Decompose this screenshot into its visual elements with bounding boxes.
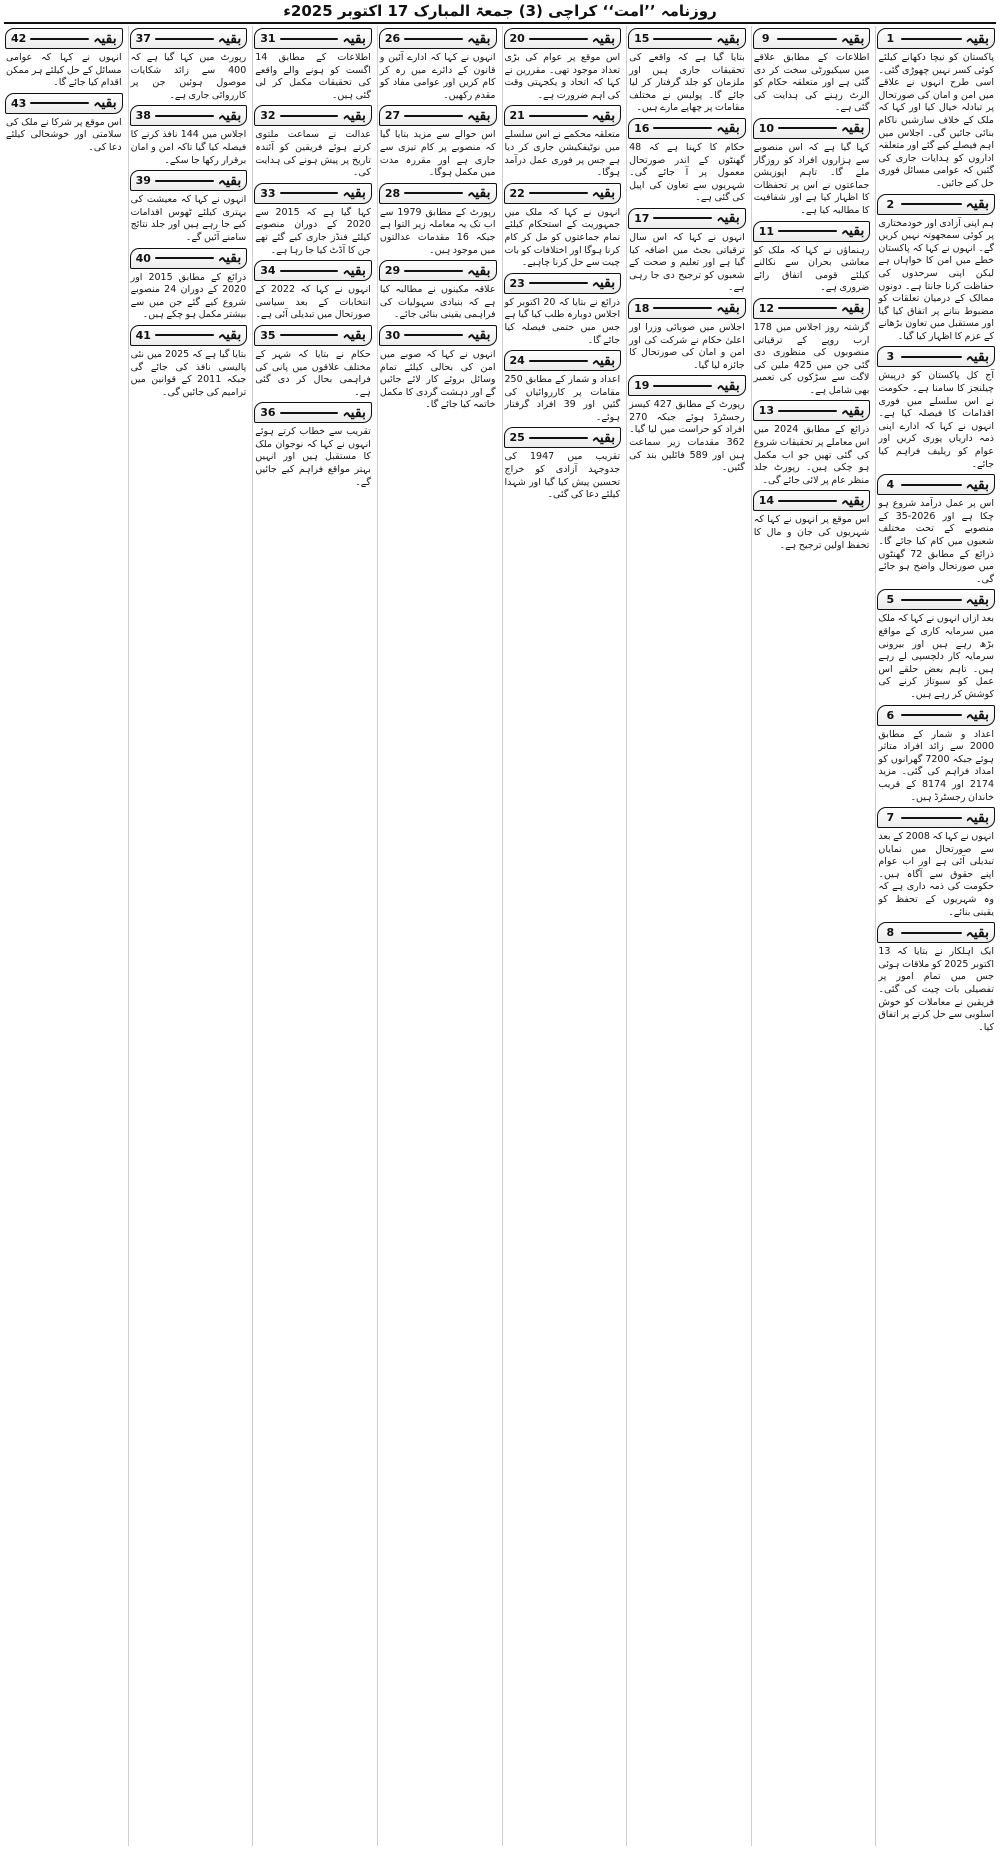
calligraphy-swash-icon [404,38,463,40]
continuation-item [876,807,996,919]
continuation-heading [254,402,372,423]
continuation-number: 37 [135,32,151,45]
continuation-number: 2 [886,197,895,211]
column-8 [4,26,124,1846]
continuation-number: 14 [758,494,775,508]
continuation-heading [130,28,248,49]
calligraphy-swash-icon [901,932,961,934]
continuation-number: 18 [634,301,650,315]
continuation-body-text: اجلاس میں 144 نافذ کرنے کا فیصلہ کیا گیا تاکہ امن و امان برقرار رکھا جا سکے۔ [130,129,247,166]
continuation-item [129,325,249,399]
column-2 [751,26,872,1846]
continuation-heading [753,118,871,139]
continuation-body-text: رہنماؤں نے کہا کہ ملک کو معاشی بحران سے نکالنے کیلئے قومی اتفاق رائے ضروری ہے۔ [753,244,870,294]
continuation-heading-word: بقیہ [217,250,242,267]
continuation-body-text: اس پر عمل درآمد شروع ہو چکا ہے اور 2026-35 کے منصوبے کے تحت مختلف شعبوں میں کام کیا جائے گا۔ ذرائع کے مطابق 72 گھنٹوں میں صورتحال واضح ہو جائے گی۔ [878,498,995,585]
continuation-body-text: انہوں نے کہا کہ 2022 کے انتخابات کے بعد سیاسی صورتحال میں تبدیلی آئی ہے۔ [255,284,371,321]
continuation-number: 43 [11,96,27,110]
continuation-number: 31 [260,32,276,45]
continuation-heading-word: بقیہ [591,107,616,124]
calligraphy-swash-icon [155,180,214,182]
continuation-number: 35 [260,328,276,342]
continuation-heading-word: بقیہ [840,223,865,240]
continuation-body-text: اطلاعات کے مطابق 14 اگست کو ہونے والے واقعے کی تحقیقات مکمل کر لی گئی ہیں۔ [255,52,371,101]
continuation-heading-word: بقیہ [716,30,740,47]
continuation-heading-word: بقیہ [840,402,865,419]
continuation-number: 28 [384,186,401,200]
continuation-heading [254,28,372,49]
continuation-body-text: اس موقع پر انہوں نے کہا کہ شہریوں کی جان و مال کا تحفظ اولین ترجیح ہے۔ [753,514,870,551]
continuation-heading-word: بقیہ [840,120,865,137]
continuation-item [876,705,996,805]
calligraphy-swash-icon [901,599,961,601]
continuation-heading-word: بقیہ [965,196,989,213]
continuation-heading [379,325,497,346]
continuation-number: 11 [758,224,775,238]
continuation-heading [5,93,123,114]
newspaper-page [4,26,996,1846]
continuation-heading-word: بقیہ [965,348,989,365]
continuation-body-text: انہوں نے کہا کہ ادارے آئین و قانون کے دائرے میں رہ کر کام کریں اور عوامی مفاد کو مقدم رکھیں۔ [379,52,496,101]
continuation-heading [379,260,497,281]
continuation-item [378,105,498,179]
continuation-heading-word: بقیہ [716,120,740,137]
continuation-number: 42 [11,32,27,45]
calligraphy-swash-icon [280,412,339,414]
continuation-heading [628,208,746,229]
calligraphy-swash-icon [653,307,712,309]
continuation-heading [254,260,372,281]
continuation-heading [877,346,995,367]
continuation-item [752,118,872,218]
continuation-item [378,28,498,102]
continuation-heading [877,807,995,828]
calligraphy-swash-icon [653,38,712,40]
continuation-heading-word: بقیہ [217,327,242,344]
calligraphy-swash-icon [280,192,339,194]
continuation-heading-word: بقیہ [591,352,616,369]
continuation-heading [130,248,248,269]
continuation-item [503,350,623,424]
continuation-heading-word: بقیہ [93,30,117,47]
continuation-item [876,194,996,344]
calligraphy-swash-icon [404,192,463,194]
continuation-heading [877,28,995,49]
continuation-item [378,183,498,257]
continuation-heading-word: بقیہ [93,95,117,112]
calligraphy-swash-icon [901,714,961,716]
continuation-body-text: اعداد و شمار کے مطابق 250 مقامات پر کارروائیاں کی گئیں اور 39 افراد گرفتار ہوئے۔ [504,374,621,423]
continuation-number: 34 [260,264,276,278]
continuation-body-text: اس حوالے سے مزید بتایا گیا کہ منصوبے پر کام تیزی سے جاری ہے اور مقررہ مدت میں مکمل ہوگا۔ [379,129,496,179]
masthead-rule [4,22,996,24]
continuation-body-text: انہوں نے کہا کہ ملک میں جمہوریت کے استحکام کیلئے تمام جماعتوں کو مل کر کام کرنا ہوگا اور اختلافات کو بات چیت سے حل کرنا چاہیے۔ [504,206,621,269]
continuation-heading [877,705,995,726]
continuation-body-text: انہوں نے کہا کہ عوامی مسائل کے حل کیلئے ہر ممکن اقدام کیا جائے گا۔ [6,52,122,89]
continuation-body-text: ایک اہلکار نے بتایا کہ 13 اکتوبر 2025 کو ملاقات ہوئی جس میں تمام امور پر تفصیلی بات چیت کی گئی۔ فریقین نے معاملات کو خوش اسلوبی سے حل کرنے پر اتفاق کیا۔ [878,946,994,1033]
continuation-heading [753,400,871,421]
column-4 [502,26,623,1846]
continuation-number: 12 [758,301,775,315]
continuation-item [752,221,872,295]
continuation-heading-word: بقیہ [965,476,989,493]
calligraphy-swash-icon [778,410,837,412]
continuation-item [752,400,872,487]
continuation-item [4,93,124,155]
continuation-heading-word: بقیہ [965,924,989,941]
continuation-heading [753,298,871,319]
continuation-item [503,28,623,102]
continuation-heading-word: بقیہ [342,107,366,124]
continuation-number: 21 [509,109,525,123]
continuation-heading [504,28,622,49]
continuation-heading [379,183,497,204]
continuation-number: 4 [886,478,895,492]
continuation-heading [753,28,871,49]
continuation-item [503,427,623,501]
continuation-body-text: حکام نے بتایا کہ شہر کے مختلف علاقوں میں پانی کی فراہمی بحال کر دی گئی ہے۔ [255,348,371,398]
continuation-body-text: بتایا گیا ہے کہ واقعے کی تحقیقات جاری ہیں اور ملزمان کو جلد گرفتار کر لیا جائے گا۔ پولیس نے مختلف مقامات پر چھاپے مارے ہیں۔ [629,52,745,114]
continuation-heading [254,183,372,204]
continuation-heading [877,474,995,495]
continuation-number: 10 [758,121,775,135]
continuation-number: 13 [758,404,775,418]
continuation-number: 9 [761,32,770,45]
continuation-item [627,298,747,372]
continuation-heading [379,28,497,49]
continuation-heading-word: بقیہ [591,185,616,202]
continuation-body-text: عدالت نے سماعت ملتوی کرتے ہوئے فریقین کو آئندہ تاریخ پر پیش ہونے کی ہدایت کی۔ [255,129,371,179]
calligraphy-swash-icon [280,334,339,336]
continuation-body-text: ذرائع کے مطابق 2015 اور 2020 کے دوران 24 منصوبے شروع کیے گئے جن میں سے بیشتر مکمل ہو چکے ہیں۔ [130,271,247,321]
continuation-item [129,28,249,102]
column-1 [875,26,996,1846]
continuation-body-text: انہوں نے کہا کہ 2008 کے بعد سے صورتحال میں نمایاں تبدیلی آئی ہے اور اب عوام اپنے حقوق سے آگاہ ہیں۔ حکومت کی ذمہ داری ہے کہ وہ شہریوں کے تحفظ کو یقینی بنائے۔ [878,831,994,918]
calligraphy-swash-icon [901,38,961,40]
calligraphy-swash-icon [30,38,89,40]
column-6 [252,26,373,1846]
continuation-number: 3 [886,350,895,364]
calligraphy-swash-icon [778,307,837,309]
continuation-heading [254,325,372,346]
continuation-body-text: انہوں نے کہا کہ اس سال ترقیاتی بجٹ میں اضافہ کیا گیا ہے اور تعلیم و صحت کے شعبوں کو ترجیح دی جا رہی ہے۔ [629,231,745,294]
column-5 [377,26,498,1846]
continuation-item [503,105,623,179]
continuation-body-text: تقریب میں 1947 کی جدوجہد آزادی کو خراج تحسین پیش کیا گیا اور شہدا کیلئے دعا کی گئی۔ [504,451,621,501]
continuation-item [129,248,249,322]
continuation-item [253,325,373,399]
continuation-body-text: بتایا گیا ہے کہ 2025 میں نئی پالیسی نافذ کی جائے گی جبکہ 2011 کے قوانین میں ترامیم کی جائیں گی۔ [130,348,247,398]
continuation-item [876,589,996,701]
continuation-heading-word: بقیہ [467,107,491,124]
continuation-body-text: کہا گیا ہے کہ اس منصوبے سے ہزاروں افراد کو روزگار ملے گا۔ تاہم اپوزیشن جماعتوں نے اس پر تحفظات کا اظہار کیا ہے اور شفافیت کا مطالبہ کیا ہے۔ [753,141,870,216]
continuation-heading-word: بقیہ [217,172,242,189]
continuation-heading-word: بقیہ [965,809,989,826]
continuation-number: 33 [260,186,276,200]
continuation-heading [504,105,622,126]
continuation-body-text: رپورٹ کے مطابق 427 کیسز رجسٹرڈ ہوئے جبکہ 270 افراد کو حراست میں لیا گیا۔ 362 مقدمات زیر سماعت ہیں اور 589 فائلیں بند کی گئیں۔ [629,399,745,474]
continuation-heading-word: بقیہ [840,300,865,317]
calligraphy-swash-icon [155,38,214,40]
continuation-heading [504,427,622,448]
continuation-heading-word: بقیہ [591,30,616,47]
calligraphy-swash-icon [901,356,961,358]
continuation-item [378,325,498,412]
continuation-number: 38 [135,109,151,123]
continuation-number: 41 [135,328,151,342]
continuation-number: 27 [384,109,401,123]
calligraphy-swash-icon [901,817,961,819]
continuation-number: 30 [384,328,401,342]
continuation-heading [628,298,746,319]
calligraphy-swash-icon [280,115,339,117]
continuation-body-text: اس موقع پر شرکا نے ملک کی سلامتی اور خوشحالی کیلئے دعا کی۔ [6,116,122,153]
calligraphy-swash-icon [901,484,961,486]
continuation-number: 20 [509,32,525,45]
continuation-number: 29 [384,264,401,278]
continuation-body-text: انہوں نے کہا کہ معیشت کی بہتری کیلئے ٹھوس اقدامات کیے جا رہے ہیں اور جلد نتائج سامنے آئیں گے۔ [130,194,247,243]
continuation-number: 19 [634,379,650,393]
calligraphy-swash-icon [529,192,588,194]
continuation-heading [753,490,871,511]
continuation-item [876,346,996,471]
continuation-heading-word: بقیہ [217,107,242,124]
continuation-number: 8 [886,926,895,940]
continuation-item [253,402,373,489]
continuation-heading-word: بقیہ [716,210,740,227]
calligraphy-swash-icon [30,102,89,104]
continuation-item [253,28,373,102]
masthead-title: روزنامہ ’’امت‘‘ کراچی (3) جمعۃ المبارک 17 اکتوبر 2025ء [283,2,717,20]
continuation-body-text: اجلاس میں صوبائی وزرا اور اعلیٰ حکام نے شرکت کی اور امن و امان کی صورتحال کا جائزہ لیا گیا۔ [629,321,745,371]
calligraphy-swash-icon [653,385,712,387]
continuation-heading [628,375,746,396]
continuation-body-text: تقریب سے خطاب کرتے ہوئے انہوں نے کہا کہ نوجوان ملک کا مستقبل ہیں اور انہیں بہتر مواقع فراہم کیے جائیں گے۔ [255,426,371,488]
calligraphy-swash-icon [653,127,712,129]
continuation-number: 16 [634,121,650,135]
calligraphy-swash-icon [777,38,837,40]
calligraphy-swash-icon [155,115,214,117]
continuation-heading [628,28,746,49]
calligraphy-swash-icon [901,203,961,205]
continuation-heading [877,589,995,610]
continuation-body-text: ذرائع نے بتایا کہ 20 اکتوبر کو اجلاس دوبارہ طلب کیا گیا ہے جس میں حتمی فیصلہ کیا جائے گا۔ [504,296,621,346]
continuation-number: 22 [509,186,525,200]
continuation-number: 15 [634,32,650,45]
continuation-item [253,260,373,322]
continuation-heading-word: بقیہ [467,327,491,344]
continuation-item [752,28,872,115]
continuation-heading [130,325,248,346]
continuation-heading [877,194,995,215]
continuation-item [876,922,996,1034]
continuation-body-text: متعلقہ محکمے نے اس سلسلے میں نوٹیفکیشن جاری کر دیا ہے جس پر فوری عمل درآمد ہوگا۔ [504,129,621,179]
calligraphy-swash-icon [778,230,837,232]
continuation-item [752,490,872,552]
continuation-item [876,28,996,191]
continuation-heading-word: بقیہ [467,30,491,47]
calligraphy-swash-icon [280,270,339,272]
calligraphy-swash-icon [529,360,588,362]
column-7 [128,26,249,1846]
continuation-item [253,105,373,179]
continuation-heading-word: بقیہ [840,30,865,47]
calligraphy-swash-icon [778,500,837,502]
continuation-number: 26 [384,32,401,45]
column-3 [626,26,747,1846]
continuation-number: 36 [260,406,276,420]
continuation-heading-word: بقیہ [965,30,989,47]
continuation-body-text: بعد ازاں انہوں نے کہا کہ ملک میں سرمایہ کاری کے مواقع بڑھ رہے ہیں اور بیرونی سرمایہ کار دلچسپی لے رہے ہیں۔ تاہم بعض حلقے اس عمل کو سبوتاژ کرنے کی کوشش کر رہے ہیں۔ [878,613,994,700]
calligraphy-swash-icon [404,115,463,117]
calligraphy-swash-icon [404,334,463,336]
continuation-body-text: حکام کا کہنا ہے کہ 48 گھنٹوں کے اندر صورتحال معمول پر آ جائے گی۔ شہریوں سے تعاون کی اپیل کی گئی ہے۔ [629,141,745,204]
continuation-heading [254,105,372,126]
continuation-number: 5 [886,593,895,607]
continuation-heading-word: بقیہ [840,492,865,509]
continuation-number: 17 [634,211,650,225]
calligraphy-swash-icon [529,38,588,40]
continuation-number: 24 [509,354,525,368]
continuation-heading [130,105,248,126]
continuation-heading-word: بقیہ [342,185,366,202]
continuation-body-text: ذرائع کے مطابق 2024 میں اس معاملے پر تحقیقات شروع کی گئی تھیں جو اب مکمل ہو چکی ہیں۔ رپورٹ جلد منظر عام پر لائی جائے گی۔ [753,424,870,486]
continuation-number: 32 [260,109,276,123]
continuation-body-text: ہم اپنی آزادی اور خودمختاری پر کوئی سمجھوتہ نہیں کریں گے۔ انہوں نے کہا کہ پاکستان خطے میں امن کا خواہاں ہے لیکن اپنی سرحدوں کی حفاظت کرنا جانتا ہے۔ دونوں ممالک کے درمیان تعلقات کو مضبوط بنانے پر اتفاق کیا گیا اور مستقبل میں تعاون بڑھانے کے عزم کا اظہار کیا گیا۔ [878,217,994,342]
calligraphy-swash-icon [529,115,588,117]
calligraphy-swash-icon [529,437,588,439]
calligraphy-swash-icon [155,257,214,259]
continuation-body-text: علاقہ مکینوں نے مطالبہ کیا ہے کہ بنیادی سہولیات کی فراہمی یقینی بنائی جائے۔ [379,284,496,321]
continuation-number: 23 [509,276,525,290]
continuation-heading-word: بقیہ [342,30,366,47]
continuation-item [129,105,249,167]
continuation-body-text: آج کل پاکستان کو درپیش چیلنجز کا سامنا ہے۔ حکومت نے اس سلسلے میں فوری اقدامات کا فیصلہ کیا ہے۔ انہوں نے کہا کہ ادارے اپنی ذمہ داریاں پوری کریں اور عوام کو ریلیف فراہم کیا جائے۔ [878,370,994,470]
continuation-heading-word: بقیہ [591,429,616,446]
continuation-number: 39 [135,174,151,188]
continuation-heading [628,118,746,139]
continuation-body-text: رپورٹ کے مطابق 1979 سے اب تک یہ معاملہ زیر التوا ہے جبکہ 16 مقدمات عدالتوں میں موجود ہیں۔ [379,206,496,256]
continuation-body-text: انہوں نے کہا کہ صوبے میں امن کی بحالی کیلئے تمام وسائل بروئے کار لائے جائیں گے اور دہشت گردی کا مکمل خاتمہ کیا جائے گا۔ [379,348,496,411]
continuation-heading-word: بقیہ [342,262,366,279]
calligraphy-swash-icon [529,282,588,284]
continuation-heading-word: بقیہ [965,591,989,608]
continuation-heading-word: بقیہ [716,377,740,394]
continuation-heading [130,170,248,191]
continuation-heading-word: بقیہ [716,300,740,317]
continuation-number: 7 [886,811,895,825]
continuation-body-text: اطلاعات کے مطابق علاقے میں سیکیورٹی سخت کر دی گئی ہے اور متعلقہ حکام کو الرٹ رہنے کی ہدایت کی گئی ہے۔ [753,52,870,114]
continuation-item [627,118,747,205]
continuation-item [503,183,623,270]
continuation-item [627,375,747,475]
continuation-heading-word: بقیہ [467,185,491,202]
continuation-item [129,170,249,244]
continuation-body-text: اعداد و شمار کے مطابق 2000 سے زائد افراد متاثر ہوئے جبکہ 7200 گھرانوں کو امداد فراہم کی گئی۔ مزید 2174 اور 8174 کے قریب خاندان رجسٹرڈ ہیں۔ [878,728,994,803]
continuation-heading-word: بقیہ [342,327,366,344]
continuation-heading [877,922,995,943]
continuation-heading-word: بقیہ [342,404,366,421]
continuation-heading-word: بقیہ [591,275,616,292]
continuation-body-text: رپورٹ میں کہا گیا ہے کہ 400 سے زائد شکایات موصول ہوئیں جن پر کارروائی جاری ہے۔ [130,52,247,101]
continuation-item [4,28,124,90]
continuation-body-text: پاکستان کو نیچا دکھانے کیلئے کوئی کسر نہیں چھوڑی گئی۔ اسی طرح انہوں نے علاقے میں امن و امان کی صورتحال پر تبادلہ خیال کیا اور کہا کہ ملک کے خلاف سازشیں ناکام بنائی جائیں گی۔ اجلاس میں اہم فیصلے کیے گئے اور متعلقہ اداروں کو ہدایات جاری کی گئیں کہ عوامی مسائل فوری حل کیے جائیں۔ [878,52,994,189]
continuation-number: 40 [135,251,151,265]
continuation-item [752,298,872,398]
continuation-number: 1 [886,32,895,45]
continuation-body-text: اس موقع پر عوام کی بڑی تعداد موجود تھی۔ مقررین نے کہا کہ اتحاد و یکجہتی وقت کی اہم ضرورت ہے۔ [504,52,621,101]
continuation-heading [504,183,622,204]
continuation-heading-word: بقیہ [217,30,242,47]
continuation-heading [504,350,622,371]
continuation-item [627,208,747,295]
continuation-item [503,273,623,347]
continuation-heading-word: بقیہ [965,707,989,724]
continuation-heading [5,28,123,49]
continuation-body-text: کہا گیا ہے کہ 2015 سے 2020 کے دوران منصوبے کیلئے فنڈز جاری کیے گئے تھے جن کا آڈٹ کیا جا رہا ہے۔ [255,206,371,256]
continuation-item [627,28,747,115]
calligraphy-swash-icon [778,127,837,129]
calligraphy-swash-icon [653,217,712,219]
continuation-item [378,260,498,322]
continuation-item [253,183,373,257]
continuation-heading [753,221,871,242]
continuation-heading [504,273,622,294]
calligraphy-swash-icon [280,38,339,40]
continuation-number: 6 [886,708,895,722]
continuation-heading [379,105,497,126]
continuation-number: 25 [509,431,525,445]
calligraphy-swash-icon [404,270,463,272]
continuation-item [876,474,996,586]
continuation-heading-word: بقیہ [467,262,491,279]
calligraphy-swash-icon [155,334,214,336]
continuation-body-text: گزشتہ روز اجلاس میں 178 ارب روپے کے ترقیاتی منصوبوں کی منظوری دی گئی جن میں 425 ملین کی لاگت سے سڑکوں کی تعمیر بھی شامل ہے۔ [753,321,870,396]
